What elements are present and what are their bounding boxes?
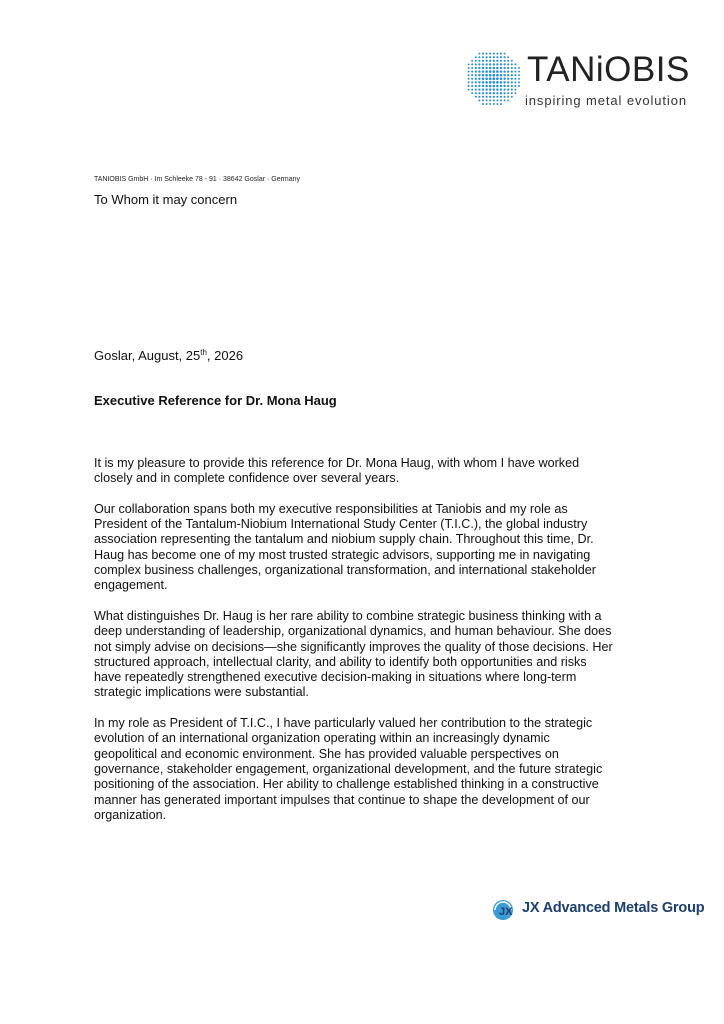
globe-dot xyxy=(507,78,509,80)
globe-dot xyxy=(507,81,509,83)
globe-dot xyxy=(507,74,509,76)
globe-dot xyxy=(489,67,492,70)
globe-dot xyxy=(496,67,499,70)
globe-dot xyxy=(485,77,488,80)
globe-dot xyxy=(482,78,485,81)
globe-dot xyxy=(478,63,480,65)
globe-dot xyxy=(478,88,480,90)
globe-dot xyxy=(475,60,477,62)
globe-dot xyxy=(471,92,473,94)
globe-dot xyxy=(478,96,480,98)
globe-dot xyxy=(496,56,498,58)
sender-address: TANIOBIS GmbH · Im Schleeke 78 - 91 · 38642 Goslar · Germany xyxy=(94,176,301,183)
globe-dot xyxy=(514,74,516,76)
globe-dot xyxy=(514,67,516,69)
globe-dot xyxy=(471,63,473,65)
globe-dot xyxy=(500,67,502,69)
globe-dot xyxy=(489,92,491,94)
globe-dot xyxy=(511,60,513,62)
globe-dot xyxy=(514,63,516,65)
globe-dot xyxy=(489,81,492,84)
body-line: President of the Tantalum-Niobium International Study Center (T.I.C.), the global industry xyxy=(94,517,588,532)
globe-dot xyxy=(492,77,495,80)
globe-dot xyxy=(475,89,477,91)
globe-dot xyxy=(482,70,484,72)
globe-dot xyxy=(485,88,487,90)
globe-dot xyxy=(504,92,506,94)
globe-dot xyxy=(482,99,484,101)
globe-dot xyxy=(496,74,499,77)
globe-dot xyxy=(493,67,496,70)
globe-dot xyxy=(478,85,480,87)
globe-dot xyxy=(485,92,487,94)
globe-dot xyxy=(496,85,499,88)
globe-dot xyxy=(507,92,509,94)
globe-dot xyxy=(482,53,484,55)
body-paragraph xyxy=(94,456,624,487)
globe-dot xyxy=(492,81,495,84)
globe-dot xyxy=(478,78,480,80)
globe-dot xyxy=(486,99,488,101)
globe-dot xyxy=(507,89,509,91)
globe-dot xyxy=(518,85,520,87)
globe-dot xyxy=(507,96,509,98)
globe-dot xyxy=(496,96,498,98)
globe-dot xyxy=(500,70,503,73)
globe-dot xyxy=(475,63,477,65)
globe-dot xyxy=(503,88,505,90)
globe-dot xyxy=(485,60,487,62)
globe-dot xyxy=(471,89,473,91)
globe-dot xyxy=(500,103,502,105)
date-prefix: Goslar, August, 25 xyxy=(94,348,201,363)
globe-dot xyxy=(468,71,470,73)
globe-dot xyxy=(500,88,502,90)
globe-dot xyxy=(486,96,488,98)
globe-dot xyxy=(478,70,480,72)
body-line: association representing the tantalum and niobium supply chain. Throughout this time, Dr. xyxy=(94,532,594,547)
globe-dot xyxy=(468,78,470,80)
globe-dot xyxy=(485,85,488,88)
globe-dot xyxy=(489,99,491,101)
body-line: governance, stakeholder engagement, organizational development, and the future strategic xyxy=(94,761,603,776)
body-paragraph xyxy=(94,502,624,594)
body-line: deep understanding of leadership, organizational dynamics, and human behaviour. She does xyxy=(94,624,612,639)
globe-dot xyxy=(496,88,498,90)
globe-dot xyxy=(468,89,470,91)
globe-dot xyxy=(489,60,491,62)
globe-dot xyxy=(496,77,499,80)
body-line: strategic implications were substantial. xyxy=(94,685,309,700)
body-line: Our collaboration spans both my executive responsibilities at Taniobis and my role as xyxy=(94,501,568,516)
globe-dot xyxy=(493,53,495,55)
letter-date xyxy=(94,348,243,363)
globe-dot xyxy=(514,85,516,87)
globe-dot xyxy=(503,67,505,69)
globe-dot xyxy=(485,70,488,73)
globe-dot xyxy=(475,81,477,83)
globe-dot xyxy=(485,63,487,65)
globe-dot xyxy=(478,60,480,62)
globe-dot xyxy=(500,96,502,98)
globe-dot xyxy=(482,56,484,58)
globe-dot xyxy=(485,67,487,69)
body-line: have repeatedly strengthened executive decision-making in situations where long-term xyxy=(94,670,577,685)
globe-dot xyxy=(518,67,520,69)
globe-dot xyxy=(471,85,473,87)
globe-dot xyxy=(482,103,484,105)
globe-dot xyxy=(496,63,498,65)
globe-dot xyxy=(504,99,506,101)
globe-dot xyxy=(468,67,470,69)
globe-dot xyxy=(485,74,488,77)
globe-dot xyxy=(493,85,496,88)
globe-dot xyxy=(511,74,513,76)
globe-dot xyxy=(511,89,513,91)
globe-dot-grid-icon xyxy=(463,48,523,108)
globe-dot xyxy=(496,99,498,101)
body-line: structured approach, intellectual clarity, and ability to identify both opportunities and risks xyxy=(94,654,587,669)
globe-dot xyxy=(475,96,477,98)
globe-dot xyxy=(493,103,495,105)
body-line: Haug has become one of my most trusted strategic advisors, supporting me in navigating xyxy=(94,547,591,562)
globe-dot xyxy=(500,63,502,65)
globe-dot xyxy=(500,99,502,101)
globe-dot xyxy=(486,103,488,105)
globe-dot xyxy=(478,74,480,76)
globe-dot xyxy=(493,92,495,94)
globe-dot xyxy=(468,81,470,83)
globe-dot xyxy=(507,63,509,65)
body-line: evolution of an international organization operating within an increasingly dynamic xyxy=(94,731,550,746)
body-line: closely and in complete confidence over several years. xyxy=(94,471,400,486)
globe-dot xyxy=(500,92,502,94)
globe-dot xyxy=(482,85,484,87)
globe-dot xyxy=(482,96,484,98)
globe-dot xyxy=(478,56,480,58)
globe-dot xyxy=(507,99,509,101)
globe-dot xyxy=(507,56,509,58)
globe-dot xyxy=(482,81,485,84)
globe-dot xyxy=(503,63,505,65)
globe-dot xyxy=(514,78,516,80)
body-line: In my role as President of T.I.C., I have particularly valued her contribution to the strategic xyxy=(94,716,593,731)
globe-dot xyxy=(471,67,473,69)
globe-dot xyxy=(489,96,491,98)
logo-tagline: inspiring metal evolution xyxy=(525,93,687,108)
globe-dot xyxy=(493,99,495,101)
globe-dot xyxy=(507,85,509,87)
globe-dot xyxy=(518,81,520,83)
globe-dot xyxy=(478,99,480,101)
globe-dot xyxy=(503,70,505,72)
globe-dot xyxy=(489,63,491,65)
globe-dot xyxy=(478,67,480,69)
globe-dot xyxy=(511,81,513,83)
globe-dot xyxy=(489,88,491,90)
body-line: What distinguishes Dr. Haug is her rare ability to combine strategic business thinking with a xyxy=(94,608,602,623)
taniobis-logo xyxy=(463,44,699,112)
body-line: positioning of the association. Her ability to challenge established thinking in a constructive xyxy=(94,777,599,792)
globe-dot xyxy=(514,92,516,94)
globe-dot xyxy=(500,81,503,84)
globe-dot xyxy=(475,56,477,58)
globe-dot xyxy=(486,56,488,58)
globe-dot xyxy=(471,81,473,83)
globe-dot xyxy=(500,56,502,58)
globe-dot xyxy=(503,78,505,80)
body-line: complex business challenges, organizational transformation, and international stakeholder xyxy=(94,563,596,578)
globe-dot xyxy=(507,60,509,62)
jx-group-name: JX Advanced Metals Group xyxy=(522,900,705,916)
body-line: engagement. xyxy=(94,578,168,593)
globe-dot xyxy=(482,63,484,65)
globe-dot xyxy=(492,74,495,77)
globe-dot xyxy=(478,81,480,83)
globe-dot xyxy=(496,92,498,94)
globe-dot xyxy=(504,96,506,98)
body-line: It is my pleasure to provide this reference for Dr. Mona Haug, with whom I have worked xyxy=(94,456,580,470)
globe-dot xyxy=(511,78,513,80)
globe-dot xyxy=(489,103,491,105)
body-line: organization. xyxy=(94,807,167,822)
recipient-line: To Whom it may concern xyxy=(94,192,238,207)
globe-dot xyxy=(504,53,506,55)
date-year: , 2026 xyxy=(206,348,244,363)
globe-dot xyxy=(482,67,484,69)
body-line: not simply advise on decisions—she significantly improves the quality of those decisions. Her xyxy=(94,639,613,654)
globe-dot xyxy=(514,81,516,83)
globe-dot xyxy=(511,92,513,94)
globe-dot xyxy=(478,92,480,94)
letter-subject: Executive Reference for Dr. Mona Haug xyxy=(94,393,337,408)
globe-dot xyxy=(489,85,492,88)
globe-dot xyxy=(475,78,477,80)
globe-dot xyxy=(486,53,488,55)
globe-dot xyxy=(493,60,495,62)
globe-dot xyxy=(504,60,506,62)
globe-dot xyxy=(511,85,513,87)
globe-dot xyxy=(496,70,499,73)
globe-dot xyxy=(493,56,495,58)
globe-dot xyxy=(485,81,488,84)
globe-dot xyxy=(471,60,473,62)
globe-dot xyxy=(482,92,484,94)
globe-dot xyxy=(468,63,470,65)
globe-dot xyxy=(489,77,492,80)
globe-dot xyxy=(503,74,505,76)
globe-dot xyxy=(496,103,498,105)
globe-dot xyxy=(478,53,480,55)
globe-dot xyxy=(518,78,520,80)
globe-dot xyxy=(500,85,502,87)
globe-dot xyxy=(468,74,470,76)
body-line: manner has generated important impulses that continue to shape the development of our xyxy=(94,792,590,807)
globe-dot xyxy=(475,92,477,94)
jx-group-logo xyxy=(492,899,705,921)
globe-dot xyxy=(511,71,513,73)
date-ordinal-suffix: th xyxy=(200,348,207,357)
globe-dot xyxy=(482,74,485,77)
globe-dot xyxy=(496,60,498,62)
globe-dot xyxy=(518,71,520,73)
globe-dot xyxy=(475,70,477,72)
globe-dot xyxy=(489,56,491,58)
globe-dot xyxy=(500,74,503,77)
globe-dot xyxy=(507,67,509,69)
globe-dot xyxy=(496,81,499,84)
globe-dot xyxy=(500,60,502,62)
globe-dot xyxy=(500,53,502,55)
globe-dot xyxy=(471,71,473,73)
globe-dot xyxy=(492,70,495,73)
globe-dot xyxy=(511,96,513,98)
globe-dot xyxy=(503,85,505,87)
logo-company-name: TANiOBIS xyxy=(527,50,690,89)
globe-dot xyxy=(511,63,513,65)
globe-dot xyxy=(482,60,484,62)
globe-dot xyxy=(507,70,509,72)
body-paragraph xyxy=(94,716,624,823)
globe-dot xyxy=(514,89,516,91)
globe-dot xyxy=(503,81,505,83)
globe-dot xyxy=(500,78,503,81)
globe-dot xyxy=(489,53,491,55)
jx-emblem-icon xyxy=(492,899,518,921)
globe-dot xyxy=(493,88,495,90)
letter-body xyxy=(94,456,624,838)
globe-dot xyxy=(496,53,498,55)
globe-dot xyxy=(475,67,477,69)
globe-dot xyxy=(518,74,520,76)
globe-dot xyxy=(493,96,495,98)
globe-dot xyxy=(468,85,470,87)
globe-dot xyxy=(489,74,492,77)
jx-emblem-text: JX xyxy=(499,906,513,918)
body-line: geopolitical and economic environment. She has provided valuable perspectives on xyxy=(94,746,559,761)
globe-dot xyxy=(475,85,477,87)
globe-dot xyxy=(475,74,477,76)
globe-dot xyxy=(514,71,516,73)
body-paragraph xyxy=(94,609,624,701)
globe-dot xyxy=(471,74,473,76)
globe-dot xyxy=(471,78,473,80)
globe-dot xyxy=(504,56,506,58)
globe-dot xyxy=(482,88,484,90)
globe-dot xyxy=(493,63,495,65)
globe-dot xyxy=(489,70,492,73)
globe-dot xyxy=(511,67,513,69)
